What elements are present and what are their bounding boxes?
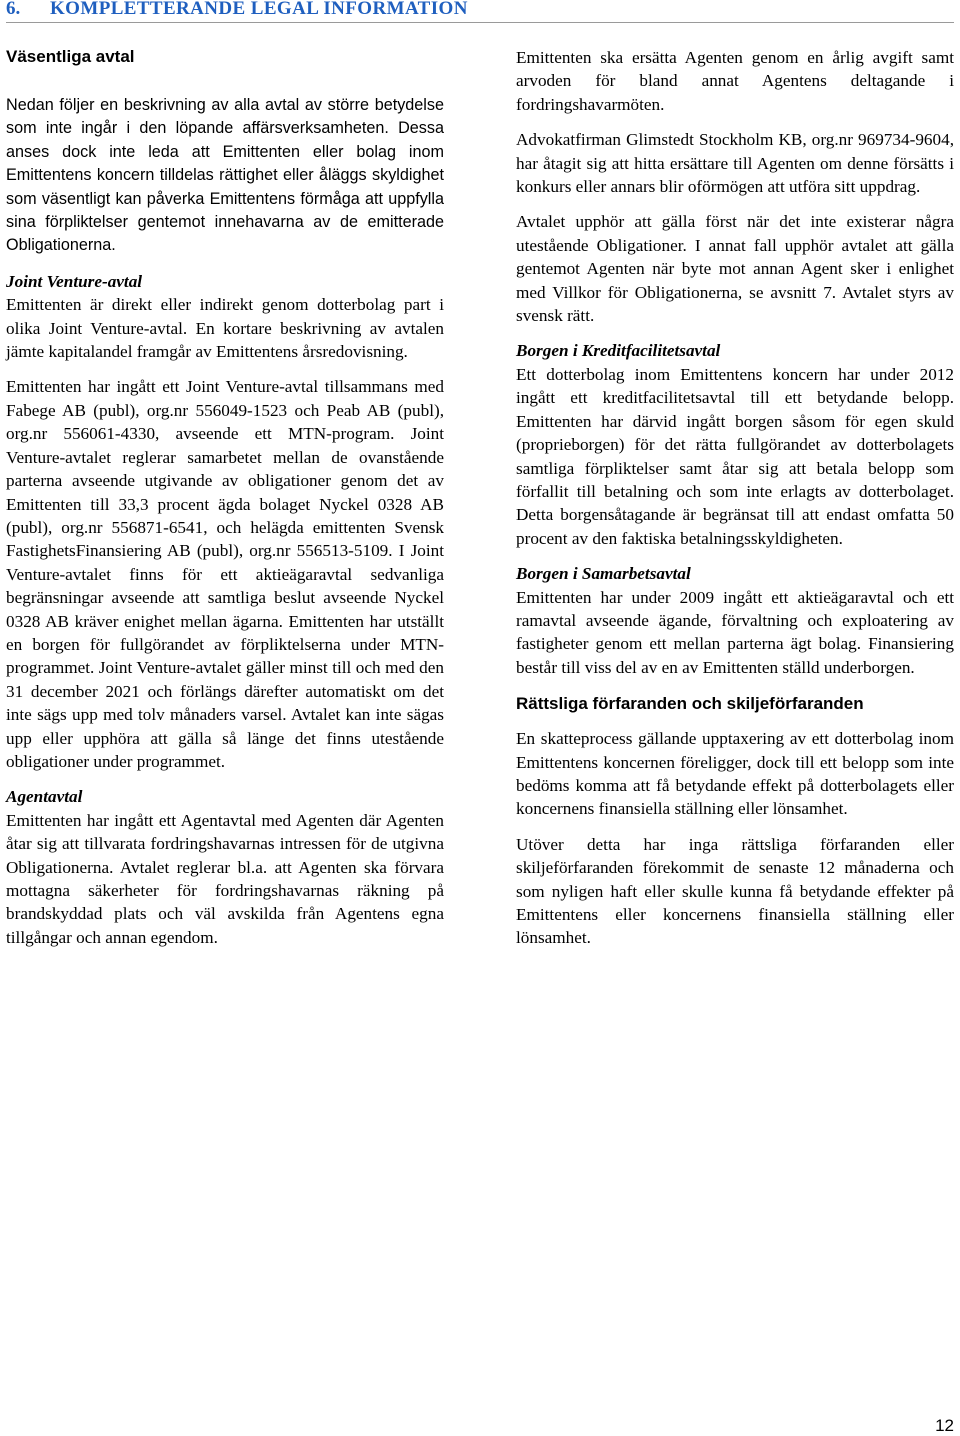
subheading-joint-venture: Joint Venture-avtal [6,271,143,291]
page-number: 12 [935,1416,954,1435]
chapter-title: KOMPLETTERANDE LEGAL INFORMATION [50,0,468,19]
subheading-borgen-samarbete: Borgen i Samarbetsavtal [516,564,691,584]
chapter-number: 6. [6,0,21,19]
joint-venture-paragraph-1: Emittenten är direkt eller indirekt genom dotterbolag part i olika Joint Venture-avtal. En kortare beskrivning av avtalen jämte kapitalandel framgår av Emittentens årsredovisning. [6,295,444,362]
subheading-borgen-kreditfacilitet: Borgen i Kreditfacilitetsavtal [516,341,721,361]
subheading-agentavtal: Agentavtal [6,787,83,807]
agentavtal-paragraph-3: Advokatfirman Glimstedt Stockholm KB, org.nr 969734-9604, har åtagit sig att hitta ersättare till Agenten om denne försätts i konkurs eller annars blir oförmögen att utföra sitt uppdrag. [516,130,954,197]
joint-venture-paragraph-2: Emittenten har ingått ett Joint Venture-avtal tillsammans med Fabege AB (publ), org.nr 556049-1523 och Peab AB (publ), org.nr 556061-4330, avseende ett MTN-program. Joint Venture-avtalet reglerar samarbetet mellan de ovanstående parterna avseende utgivande av obligationer genom det av Emittenten till 33,3 procent ägda bolaget Nyckel 0328 AB (publ), org.nr 556871-6541, och helägda emittenten Svensk FastighetsFinansiering AB (publ), org.nr 556513-5109. I Joint Venture-avtalet finns för ett aktieägaravtal sedvanliga begränsningar avseende att samtliga beslut avseende Nyckel 0328 AB kräver enighet mellan ägarna. Emittenten har utställt en borgen för fullgörandet av förpliktelserna under MTN-programmet. Joint Venture-avtalet gäller minst till och med den 31 december 2021 och förlängs därefter automatiskt om det inte sägs upp med tolv månaders varsel. Avtalet kan inte sägas upp eller upphöra att gälla så länge det finns utestående obligationer under programmet. [6,377,444,771]
section-title-vasentliga-avtal: Väsentliga avtal [6,47,135,66]
legal-paragraph-1: En skatteprocess gällande upptaxering av ett dotterbolag inom Emittentens koncernen föreligger, dock till ett belopp som inte bedöms komma att få betydande effekt på dotterbolagets eller koncernens finansiella ställning eller lönsamhet. [516,729,954,819]
section-title-rattsliga-forfaranden: Rättsliga förfaranden och skiljeförfaranden [516,694,864,714]
borgen-samarbete-paragraph: Emittenten har under 2009 ingått ett aktieägaravtal och ett ramavtal avseende ägande, förvaltning och exploatering av fastigheter genom ett mellan parterna ägt bolag. Finansiering består till viss del av en av Emittenten ställd underborgen. [516,587,954,677]
agentavtal-paragraph-1: Emittenten har ingått ett Agentavtal med Agenten där Agenten åtar sig att tillvarata fordringshavarnas intressen för de utgivna Obligationerna. Avtalet reglerar bl.a. att Agenten ska förvara mottagna säkerheter för fordringshavarnas räkning på brandskyddad plats och väl avskilda från Agentens egna tillgångar och annan egendom. [6,810,444,947]
agentavtal-paragraph-2: Emittenten ska ersätta Agenten genom en årlig avgift samt arvoden för bland annat Agentens deltagande i fordringshavarmöten. [516,48,954,114]
agentavtal-paragraph-4: Avtalet upphör att gälla först när det inte existerar några utestående Obligationer. I annat fall upphör avtalet att gälla gentemot Agenten när byte mot annan Agent sker i enlighet med Villkor för Obligationerna, se avsnitt 7. Avtalet styrs av svensk rätt. [516,212,954,326]
page-header [6,0,954,23]
left-column [6,46,444,961]
borgen-kreditfacilitet-paragraph: Ett dotterbolag inom Emittentens koncern har under 2012 ingått ett kreditfacilitetsavtal till ett betydande belopp. Emittenten har därvid ingått borgen såsom för egen skuld (proprieborgen) för det rätta fullgörandet av dotterbolagets samtliga förpliktelser samt åtar sig att betala belopp som förfallit till betalning och som inte erlagts av dotterbolaget. Detta borgensåtagande är begränsat till att endast omfatta 50 procent av den faktiska betalningsskyldigheten. [516,364,954,548]
legal-paragraph-2: Utöver detta har inga rättsliga förfaranden eller skiljeförfaranden förekommit de senaste 12 månaderna och som nyligen haft eller skulle kunna få betydande effekter på Emittentens eller koncernens finansiella ställning eller lönsamhet. [516,834,954,948]
right-column [516,46,954,962]
intro-paragraph: Nedan följer en beskrivning av alla avtal av större betydelse som inte ingår i den löpande affärsverksamheten. Dessa anses dock inte leda att Emittenten eller bolag inom Emittentens koncern tilldelas rättighet eller åläggs skyldighet som väsentligt kan påverka Emittentens förmåga att uppfylla sina förpliktelser gentemot innehavarna av de emitterade Obligationerna. [6,96,444,255]
